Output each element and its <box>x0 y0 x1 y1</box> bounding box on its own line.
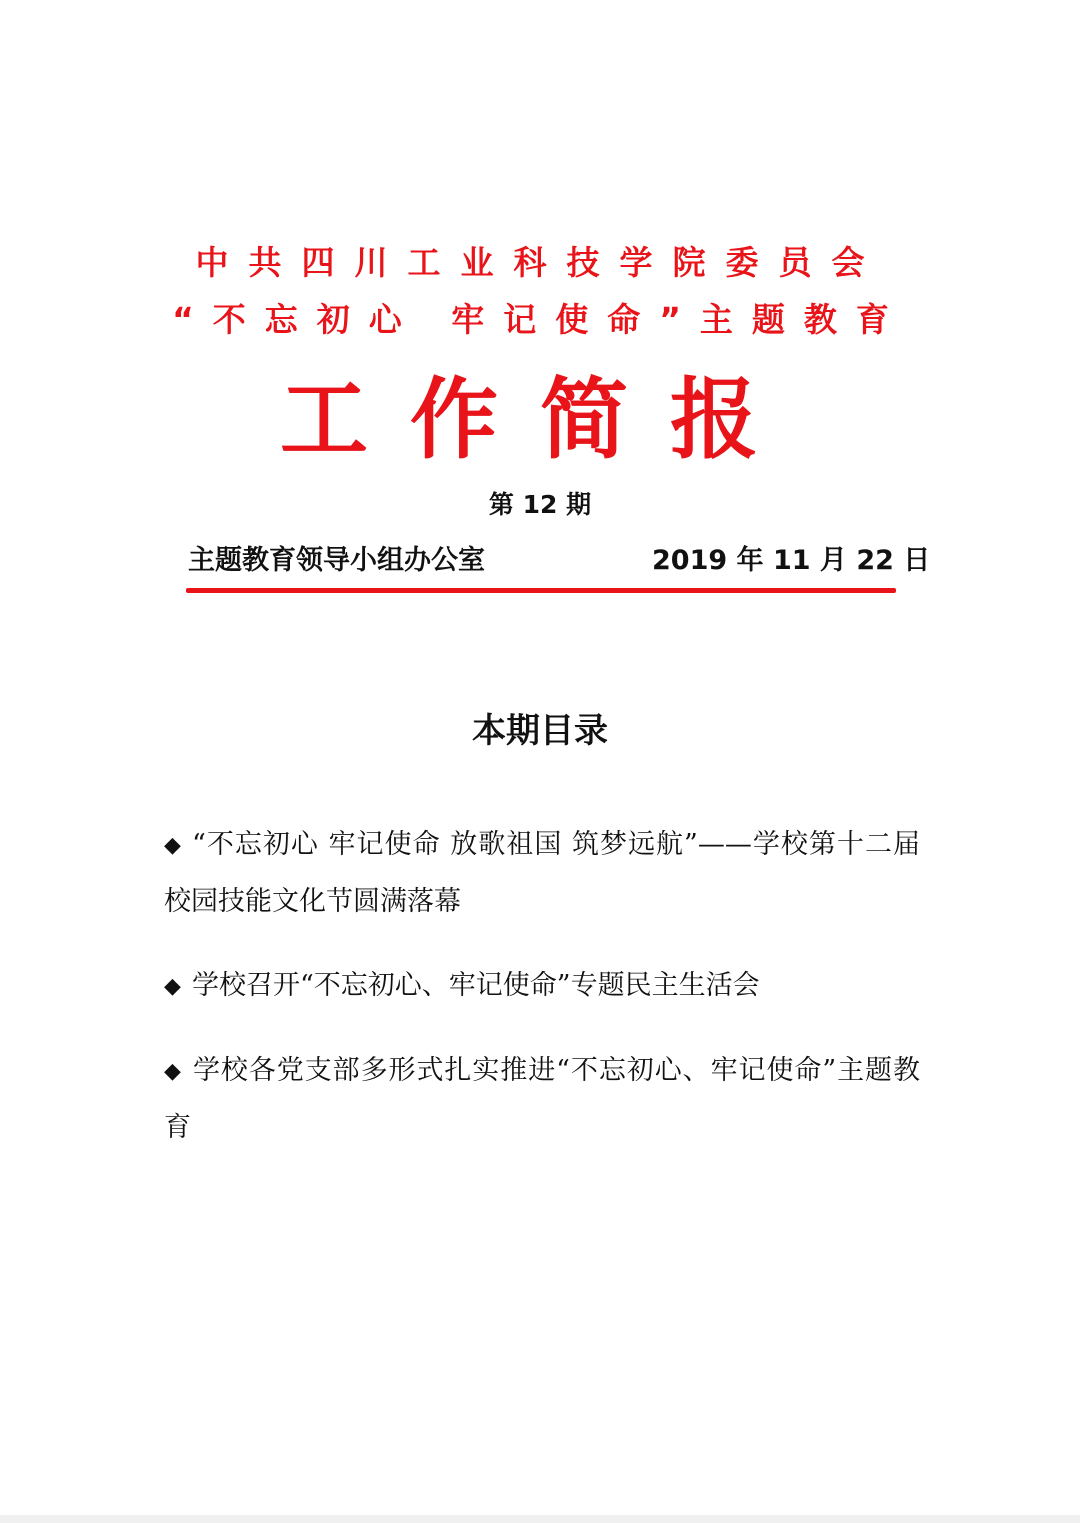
toc-item <box>164 817 920 930</box>
toc-item-text: 学校各党支部多形式扎实推进“不忘初心、牢记使命”主题教育 <box>164 1055 920 1143</box>
page-bottom-edge <box>0 1515 1080 1523</box>
diamond-bullet-icon: ◆ <box>164 974 181 999</box>
toc-item <box>164 958 920 1015</box>
toc-item <box>164 1043 920 1156</box>
issue-date: 2019 年 11 月 22 日 <box>652 545 931 576</box>
toc-item-text: 学校召开“不忘初心、牢记使命”专题民主生活会 <box>192 970 760 1001</box>
red-divider-line <box>186 588 896 593</box>
diamond-bullet-icon: ◆ <box>164 1059 181 1084</box>
organization-name: 中共四川工业科技学院委员会 <box>195 243 885 282</box>
issuing-office: 主题教育领导小组办公室 <box>188 545 485 576</box>
diamond-bullet-icon: ◆ <box>164 833 181 858</box>
toc-title: 本期目录 <box>472 711 608 751</box>
bulletin-title: 工作简报 <box>279 368 800 471</box>
theme-education-line: “不忘初心 牢记使命”主题教育 <box>172 300 908 339</box>
toc-item-text: “不忘初心 牢记使命 放歌祖国 筑梦远航”——学校第十二届校园技能文化节圆满落幕 <box>164 829 920 917</box>
issue-number: 第 12 期 <box>488 490 592 519</box>
